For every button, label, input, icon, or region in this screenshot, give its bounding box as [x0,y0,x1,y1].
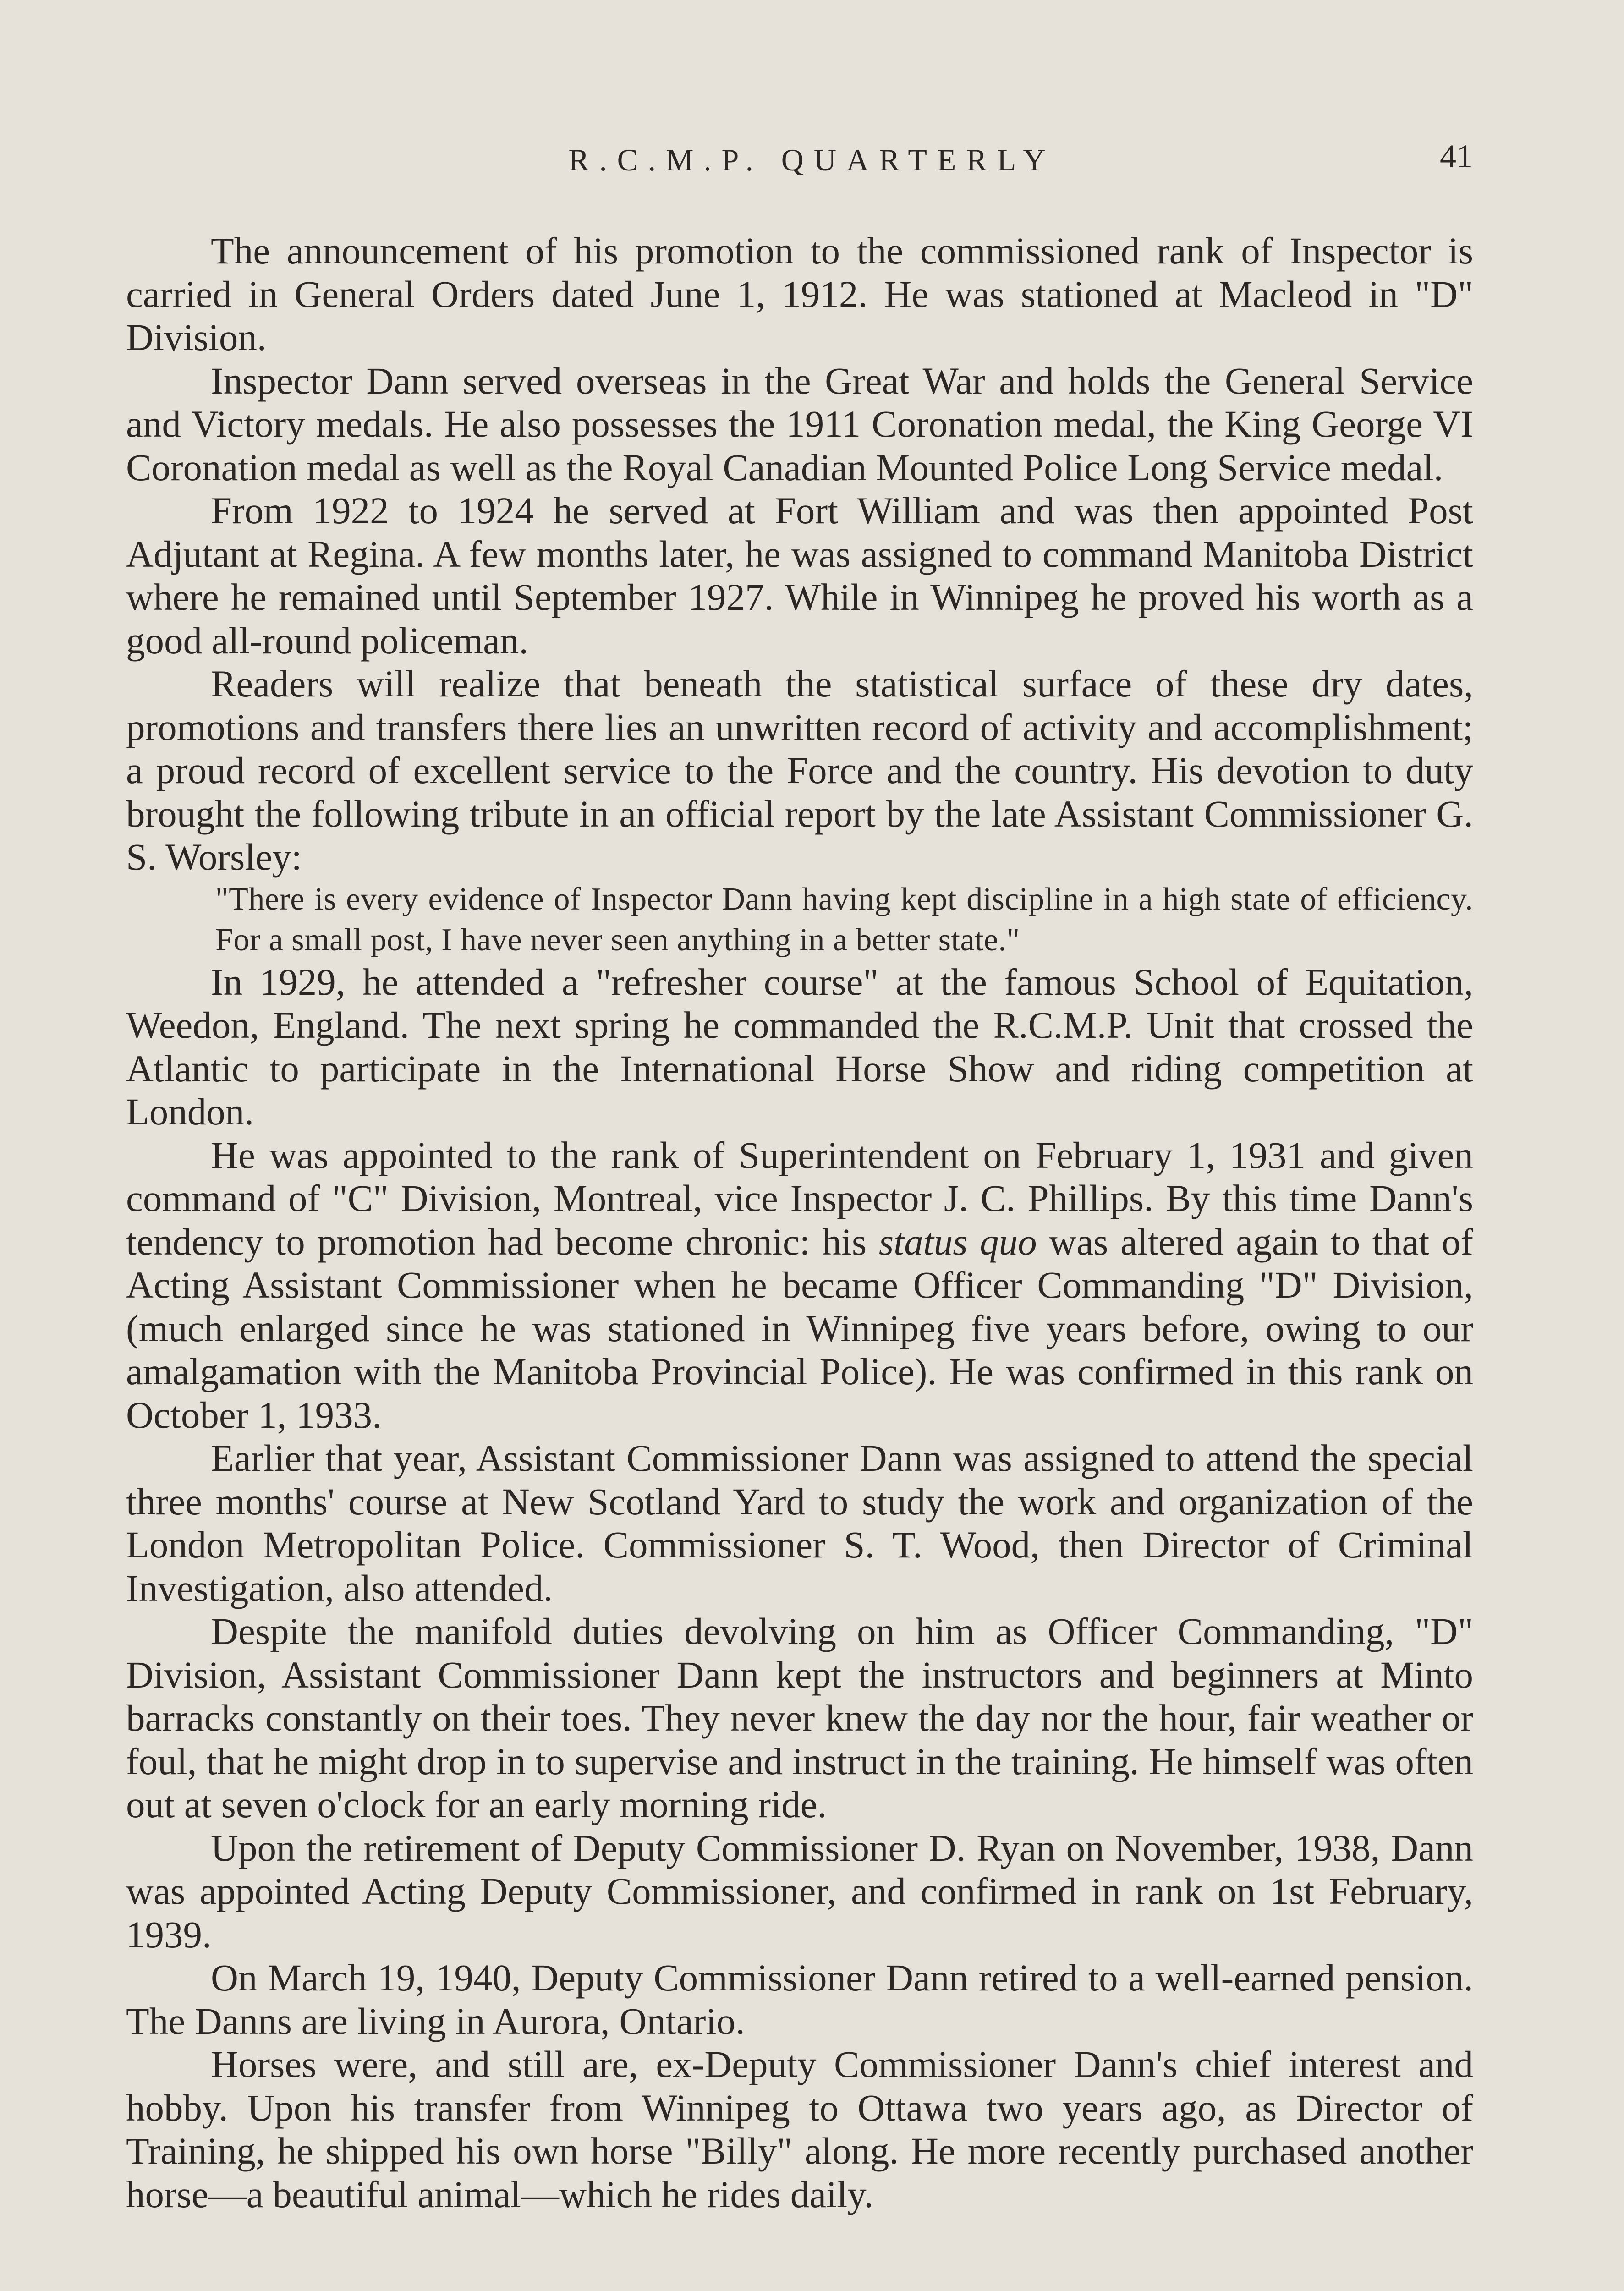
article-body [126,229,1473,2216]
italic-phrase: status quo [878,1220,1037,1263]
running-head-title: R.C.M.P. QUARTERLY [568,143,1056,177]
paragraph-retirement: On March 19, 1940, Deputy Commissioner Dann retired to a well-earned pension. The Danns are living in Aurora, Ontario. [126,1957,1473,2042]
page-number: 41 [1440,138,1473,175]
paragraph-minto-barracks: Despite the manifold duties devolving on him as Officer Commanding, "D" Division, Assistant Commissioner Dann kept the instructors and beginners at Minto barracks constantly on their toes. They never knew the day nor the hour, fair weather or foul, that he might drop in to supervise and instruct in the training. He himself was often out at seven o'clock for an early morning ride. [126,1610,1473,1825]
paragraph-medals: Inspector Dann served overseas in the Great War and holds the General Service and Victory medals. He also possesses the 1911 Coronation medal, the King George VI Coronation medal as well as the Royal Canadian Mounted Police Long Service medal. [126,359,1473,488]
paragraph-scotland-yard: Earlier that year, Assistant Commissioner Dann was assigned to attend the special three months' course at New Scotland Yard to study the work and organization of the London Metropolitan Police. Commissioner S. T. Wood, then Director of Criminal Investigation, also attended. [126,1437,1473,1609]
paragraph-deputy-commissioner: Upon the retirement of Deputy Commissioner D. Ryan on November, 1938, Dann was appointed Acting Deputy Commissioner, and confirmed in rank on 1st February, 1939. [126,1826,1473,1956]
paragraph-postings: From 1922 to 1924 he served at Fort William and was then appointed Post Adjutant at Regina. A few months later, he was assigned to command Manitoba District where he remained until September 1927. While in Winnipeg he proved his worth as a good all-round policeman. [126,489,1473,662]
paragraph-superintendent [126,1134,1473,1437]
paragraph-record: Readers will realize that beneath the statistical surface of these dry dates, promotions and transfers there lies an unwritten record of activity and accomplishment; a proud record of excellent service to the Force and the country. His devotion to duty brought the following tribute in an official report by the late Assistant Commissioner G. S. Worsley: [126,663,1473,878]
paragraph-superintendent-part-1: He was appointed to the rank of Superintendent on February 1, 1931 and given command of "C" Division, Montreal, vice Inspector J. C. Phillips. By this time Dann's tendency to promotion had become chronic: his [126,1134,1473,1263]
paragraph-equitation: In 1929, he attended a "refresher course" at the famous School of Equitation, Weedon, England. The next spring he commanded the R.C.M.P. Unit that crossed the Atlantic to participate in the International Horse Show and riding competition at London. [126,960,1473,1133]
paragraph-superintendent-part-2: was altered again to that of Acting Assistant Commissioner when he became Officer Commanding "D" Division, (much enlarged since he was stationed in Winnipeg five years before, owing to our amalgamation with the Manitoba Provincial Police). He was confirmed in this rank on October 1, 1933. [126,1220,1473,1436]
block-quote: "There is every evidence of Inspector Dann having kept discipline in a high state of efficiency. For a small post, I have never seen anything in a better state." [215,881,1473,958]
paragraph-promotion: The announcement of his promotion to the commissioned rank of Inspector is carried in General Orders dated June 1, 1912. He was stationed at Macleod in "D" Division. [126,230,1473,358]
paragraph-horses: Horses were, and still are, ex-Deputy Commissioner Dann's chief interest and hobby. Upon his transfer from Winnipeg to Ottawa two years ago, as Director of Training, he shipped his own horse "Billy" along. He more recently purchased another horse—a beautiful animal—which he rides daily. [126,2043,1473,2215]
